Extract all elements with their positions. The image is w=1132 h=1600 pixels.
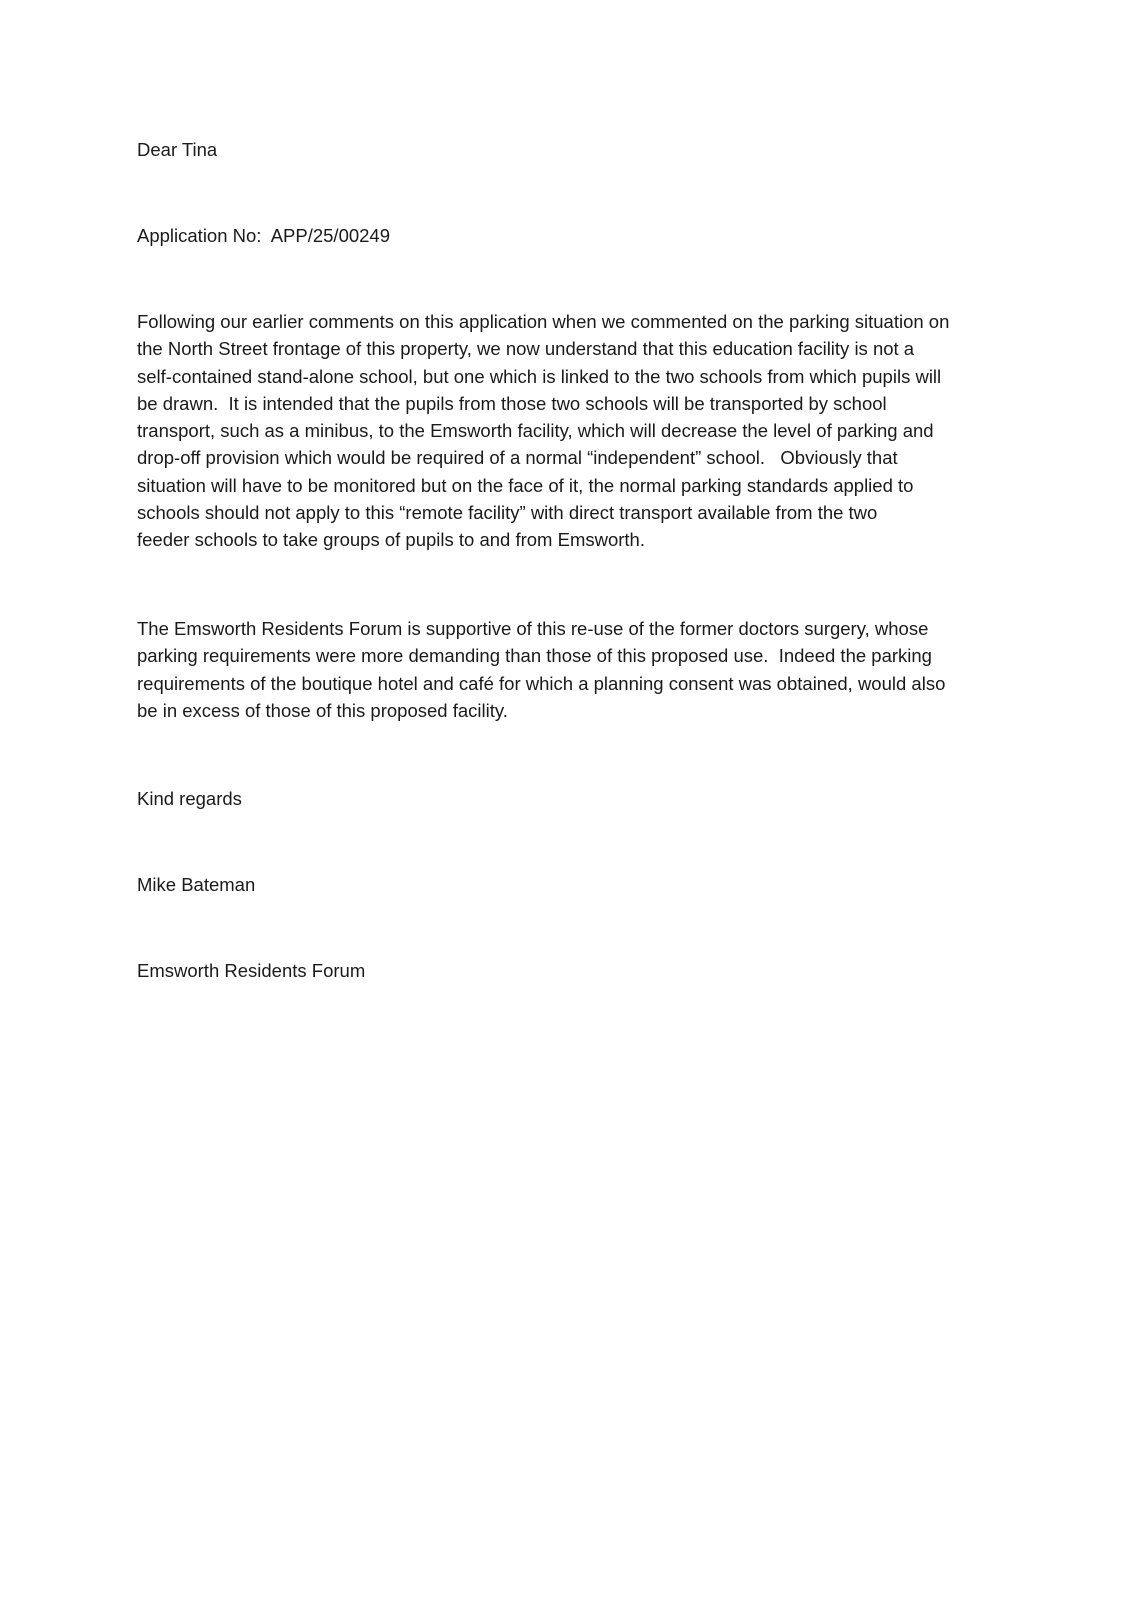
paragraph-line: drop-off provision which would be required of a normal “independent” school. Obviously that [137,447,898,469]
paragraph-line: feeder schools to take groups of pupils to and from Emsworth. [137,529,645,551]
paragraph-line: schools should not apply to this “remote facility” with direct transport available from the two [137,502,878,524]
signer-name: Mike Bateman [137,874,256,895]
application-reference: Application No: APP/25/00249 [137,225,391,246]
paragraph-line: Following our earlier comments on this application when we commented on the parking situation on [137,311,950,332]
organisation-name: Emsworth Residents Forum [137,960,366,981]
body-paragraph-1 [137,308,949,554]
body-paragraph-2 [137,615,945,724]
salutation: Dear Tina [137,139,218,160]
closing: Kind regards [137,788,242,809]
paragraph-line: self-contained stand-alone school, but one which is linked to the two schools from which pupils will [137,365,942,387]
paragraph-line: be drawn. It is intended that the pupils from those two schools will be transported by school [137,392,887,414]
paragraph-line: situation will have to be monitored but on the face of it, the normal parking standards applied to [137,474,914,496]
paragraph-line: transport, such as a minibus, to the Emsworth facility, which will decrease the level of parking and [137,420,934,442]
paragraph-line: requirements of the boutique hotel and café for which a planning consent was obtained, would also [137,672,946,694]
paragraph-line: the North Street frontage of this property, we now understand that this education facility is not a [137,338,915,360]
paragraph-line: parking requirements were more demanding than those of this proposed use. Indeed the parking [137,645,932,667]
paragraph-line: be in excess of those of this proposed facility. [137,699,508,721]
paragraph-line: The Emsworth Residents Forum is supportive of this re-use of the former doctors surgery, whose [137,618,929,639]
